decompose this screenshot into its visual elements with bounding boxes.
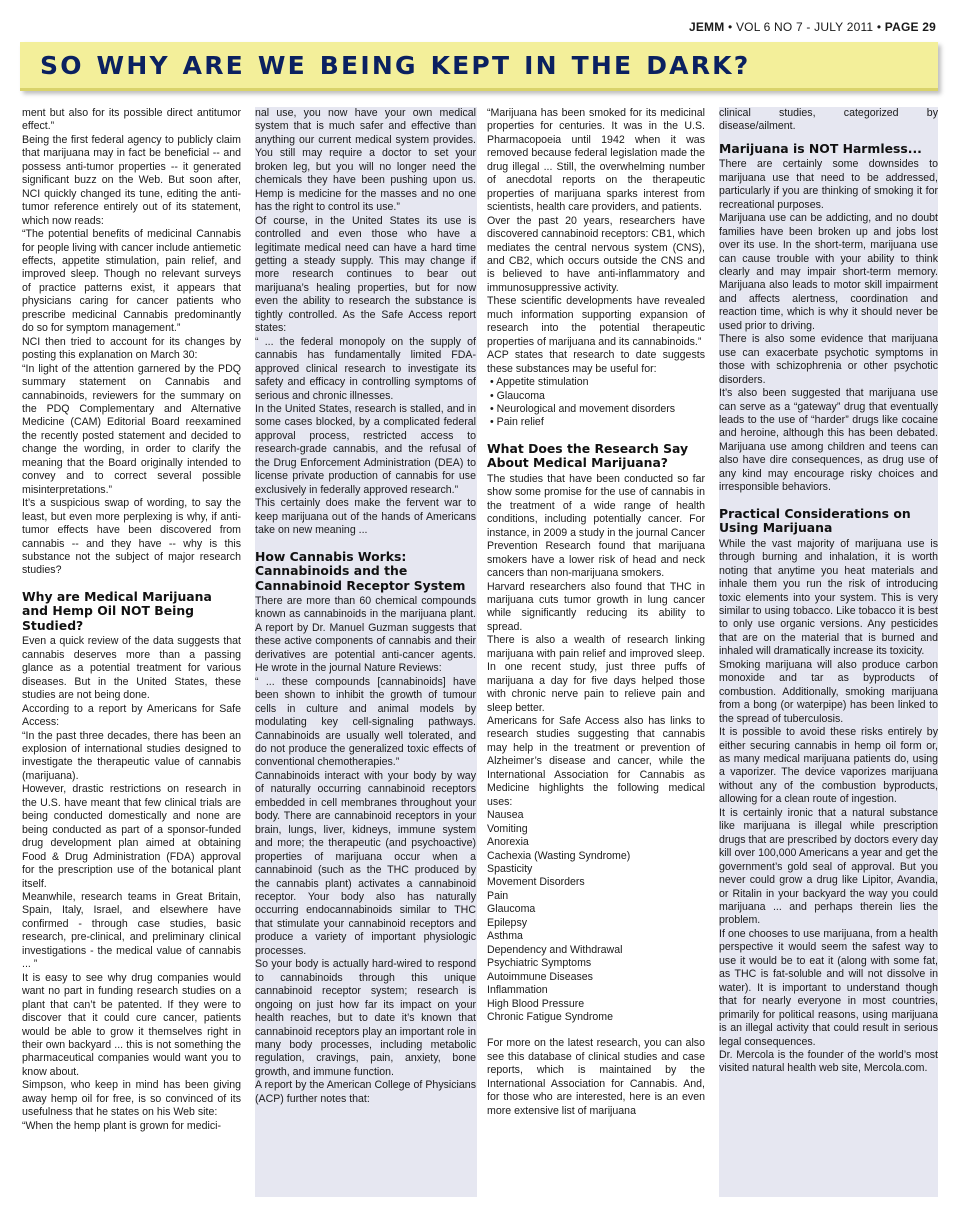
paragraph: There is also some evidence that marijuana use can exacerbate psychotic symptoms in those with schizophrenia or other psychotic disorders.: [719, 333, 938, 386]
list-item: Inflammation: [487, 984, 548, 997]
paragraph: The studies that have been conducted so far show some promise for the use of cannabis in the treatment of a wide range of health conditions, including potentially cancer. For instance, in 2009 a study in the journal Cancer Prevention Research found that marijuana smokers have a lower risk of head and neck cancers than non-marijuana smokers.: [487, 472, 705, 580]
list-item: Vomiting: [487, 822, 528, 835]
section-heading: Why are Medical Marijuana and Hemp Oil NOT Being Studied?: [22, 588, 212, 633]
paragraph: “ ... these compounds [cannabinoids] have been shown to inhibit the growth of tumour cells in culture and animal models by modulating key cell-signaling pathways. Cannabinoids are usually well tolerated, and do not produce the generalized toxic effects of conventional chemotherapies.”: [255, 675, 476, 769]
paragraph: For more on the latest research, you can also see this database of clinical studies and case reports, which is maintained by the International Association for Cannabis. And, for those who are interested, here is an even more extensive list of marijuana: [487, 1037, 705, 1117]
paragraph: Being the first federal agency to publicly claim that marijuana may in fact be beneficial -- and possess anti-tumor properties -- it generated significant buzz on the Web. But soon after, NCI quickly changed its tune, editing the anti-tumor reference entirely out of its statement, which now reads:: [22, 133, 241, 227]
paragraph: Dr. Mercola is the founder of the world’s most visited natural health web site, Mercola.com.: [719, 1048, 938, 1075]
paragraph: Marijuana use can be addicting, and no doubt families have been broken up and jobs lost over its use. In the short-term, marijuana use can cause trouble with your ability to think clearly and may impair short-term memory. Marijuana also leads to motor skill impairment and affects alertness, coordination and reaction time, which is why it should never be used prior to driving.: [719, 212, 938, 332]
list-item: Epilepsy: [487, 916, 528, 929]
list-item: Asthma: [487, 930, 523, 943]
list-item: Pain: [487, 889, 509, 902]
paragraph: nal use, you now have your own medical system that is much safer and effective than anything our current medical system provides. You still may require a doctor to set your broken leg, but you will no longer need the chemicals they have been pushing upon us. Hemp is medicine for the masses and no one has the right to control its use.”: [255, 107, 476, 214]
list-item: High Blood Pressure: [487, 997, 585, 1010]
paragraph: It’s a suspicious swap of wording, to say the least, but even more perplexing is why, if anti-tumor effects have been discovered from cannabis -- and they have -- why is this substance not the subject of major research studies?: [22, 497, 241, 577]
issue-info: VOL 6 NO 7 - JULY 2011: [735, 20, 874, 34]
paragraph: It is possible to avoid these risks entirely by either securing cannabis in hemp oil form or, as many medical marijuana patients do, using a vaporizer. The device vaporizes marijuana without any of the combustion byproducts, allowing for a clean route of ingestion.: [719, 726, 938, 806]
paragraph: Harvard researchers also found that THC in marijuana cuts tumor growth in lung cancer while significantly reducing its ability to spread.: [487, 580, 705, 633]
paragraph: It’s also been suggested that marijuana use can serve as a “gateway” drug that eventually leads to the use of “harder” drugs like cocaine and heroine, although this has been debated. Marijuana use among children and teens can also have dire consequences, as drug use of any kind may encourage risky choices and irresponsible behaviors.: [719, 387, 938, 494]
medical-uses-list: [487, 809, 705, 1024]
paragraph: “In light of the attention garnered by the PDQ summary statement on Cannabis and cannabinoids, reviewers for the summary on the PDQ Complementary and Alternative Medicine (CAM) Editorial Board reexamined the recently posted statement and decided to change the wording, in order to clarify the meaning that the Board originally intended to convey and to correct several possible misinterpretations.”: [22, 362, 241, 496]
paragraph: “When the hemp plant is grown for medici-: [22, 1119, 222, 1132]
paragraph: Of course, in the United States its use is controlled and even those who have a legitimate medical need can have a hard time getting a steady supply. This may change if more research continues to bear out marijuana’s healing properties, but for now even the ability to research the substance is tightly controlled. As the Safe Access report states:: [255, 214, 476, 335]
paragraph: According to a report by Americans for Safe Access:: [22, 702, 241, 729]
list-item: • Pain relief: [490, 416, 705, 429]
paragraph: A report by the American College of Physicians (ACP) further notes that:: [255, 1079, 476, 1105]
paragraph: “Marijuana has been smoked for its medicinal properties for centuries. It was in the U.S. Pharmacopoeia until 1942 when it was removed because federal legislation made the drug illegal ... Still, the overwhelming number of anecdotal reports on the therapeutic properties of marijuana sparks interest from scientists, health care providers, and patients.: [487, 107, 705, 214]
paragraph: While the vast majority of marijuana use is through burning and inhalation, it is worth noting that anytime you heat materials and inhale them you run the risk of introducing toxic elements into your system. This is very similar to using tobacco. Like tobacco it is best to only use organic versions. Any pesticides that are on the material that is burned and inhaled will dramatically increase its toxicity.: [719, 537, 938, 658]
column-1: [22, 107, 241, 1197]
list-item: Autoimmune Diseases: [487, 970, 593, 983]
list-item: • Glaucoma: [490, 390, 705, 403]
column-2: [255, 107, 477, 1197]
paragraph: Even a quick review of the data suggests that cannabis deserves more than a passing glance as a potential treatment for various diseases. But in the United States, these studies are not being done.: [22, 635, 241, 702]
paragraph: NCI then tried to account for its changes by posting this explanation on March 30:: [22, 335, 241, 362]
paragraph: Americans for Safe Access also has links to research studies suggesting that cannabis may help in the treatment or prevention of Alzheimer’s disease and cancer, while the International Association for Cannabis as Medicine highlights the following medical uses:: [487, 715, 705, 808]
paragraph: clinical studies, categorized by disease/ailment.: [719, 107, 938, 133]
title-banner: [20, 42, 938, 91]
paragraph: “ ... the federal monopoly on the supply of cannabis has fundamentally limited FDA-approved clinical research to investigate its safety and efficacy in controlling symptoms of serious and chronic illnesses.: [255, 335, 476, 402]
list-item: Dependency and Withdrawal: [487, 943, 623, 956]
paragraph: In the United States, research is stalled, and in some cases blocked, by a complicated federal approval process, restricted access to research-grade cannabis, and the refusal of the Drug Enforcement Administration (DEA) to license private production of cannabis for use exclusively in federally approved research.”: [255, 402, 476, 496]
paragraph: It is easy to see why drug companies would want no part in funding research studies on a plant that can’t be patented. If they were to discover that it could cure cancer, patients would be able to grow it themselves right in their own backyard ... this is not something the pharmaceutical companies would want you to know about.: [22, 971, 241, 1078]
list-item: • Appetite stimulation: [490, 376, 705, 389]
paragraph: “In the past three decades, there has been an explosion of international studies designed to investigate the therapeutic value of cannabis (marijuana).: [22, 729, 241, 782]
paragraph: “The potential benefits of medicinal Cannabis for people living with cancer include antiemetic effects, appetite stimulation, pain relief, and improved sleep. Though no relevant surveys of practice patterns exist, it appears that physicians caring for cancer patients who prescribe medicinal Cannabis predominantly do so for symptom management.”: [22, 228, 241, 335]
paragraph: Simpson, who keep in mind has been giving away hemp oil for free, is so convinced of its usefulness that he states on his Web site:: [22, 1079, 241, 1119]
paragraph: There are more than 60 chemical compounds known as cannabinoids in the marijuana plant. A report by Dr. Manuel Guzman suggests that these active components of cannabis and their derivatives are potential anti-cancer agents. He wrote in the journal Nature Reviews:: [255, 595, 476, 675]
list-item: Psychiatric Symptoms: [487, 957, 592, 970]
paragraph: Cannabinoids interact with your body by way of naturally occurring cannabinoid receptors embedded in cell membranes throughout your body. There are cannabinoid receptors in your brain, lungs, liver, kidneys, immune system and more; the therapeutic (and psychoactive) properties of marijuana occur when a cannabinoid (such as the THC produced by the cannabis plant) activates a cannabinoid receptor. Your body also has naturally occurring endocannabinoids similar to THC that stimulate your cannabinoid receptors and produce a variety of important physiologic processes.: [255, 769, 476, 957]
section-heading: Practical Considerations on Using Marijuana: [719, 505, 911, 536]
list-item: Glaucoma: [487, 903, 536, 916]
paragraph: So your body is actually hard-wired to respond to cannabinoids through this unique cannabinoid receptor system; research is ongoing on just how far its impact on your health reaches, but to date it’s known that cannabinoid receptors play an important role in many body processes, including metabolic regulation, cravings, pain, anxiety, bone growth, and immune function.: [255, 958, 476, 1078]
list-item: Spasticity: [487, 863, 533, 876]
paragraph: ACP states that research to date suggests these substances may be useful for:: [487, 349, 705, 375]
paragraph: Smoking marijuana will also produce carbon monoxide and tar as byproducts of combustion. Additionally, smoking marijuana from a bong (or waterpipe) has been linked to the spread of tuberculosis.: [719, 658, 938, 725]
list-item: Nausea: [487, 809, 524, 822]
paragraph: There is also a wealth of research linking marijuana with pain relief and improved sleep. In one recent study, just three puffs of marijuana a day for five days helped those with chronic nerve pain to relieve pain and sleep better.: [487, 634, 705, 714]
paragraph: This certainly does make the fervent war to keep marijuana out of the hands of Americans take on new meaning ...: [255, 497, 476, 537]
list-item: Cachexia (Wasting Syndrome): [487, 849, 631, 862]
paragraph: Over the past 20 years, researchers have discovered cannabinoid receptors: CB1, which mediates the central nervous system (CNS), and CB2, which occurs outside the CNS and is believed to have anti-inflammatory and immunosuppressive activity.: [487, 214, 705, 294]
paragraph: Meanwhile, research teams in Great Britain, Spain, Italy, Israel, and elsewhere have confirmed - through case studies, basic research, pre-clinical, and preliminary clinical investigations - the medical value of cannabis ... ”: [22, 890, 241, 971]
paragraph: There are certainly some downsides to marijuana use that need to be addressed, particularly if you are thinking of smoking it for recreational purposes.: [719, 158, 938, 211]
spacer: [487, 1024, 705, 1037]
paragraph: ment but also for its possible direct antitumor effect.”: [22, 107, 241, 133]
paragraph: If one chooses to use marijuana, from a health perspective it would seem the safest way to use it would be to eat it (along with some fat, as THC is fat-soluble and will not dissolve in water). It is important to understand though that for nearly everyone in most countries, primarily for political reasons, using marijuana is an illegal activity that could result in serious legal consequences.: [719, 927, 938, 1048]
section-heading: What Does the Research Say About Medical Marijuana?: [487, 440, 689, 471]
paragraph: These scientific developments have revealed much information supporting expansion of research into the potential therapeutic properties of marijuana and its cannabinoids.”: [487, 295, 705, 348]
section-heading: Marijuana is NOT Harmless...: [719, 140, 922, 156]
list-item: Movement Disorders: [487, 876, 585, 889]
list-item: Chronic Fatigue Syndrome: [487, 1011, 614, 1023]
list-item: Anorexia: [487, 836, 529, 849]
column-3: [487, 107, 705, 1197]
page-header: JEMM • VOL 6 NO 7 - JULY 2011 • PAGE 29: [688, 20, 936, 34]
column-4: [719, 107, 938, 1197]
publication-name: JEMM: [688, 20, 725, 34]
page-number: PAGE 29: [884, 20, 936, 34]
article-title: SO WHY ARE WE BEING KEPT IN THE DARK?: [40, 51, 751, 80]
list-item: • Neurological and movement disorders: [490, 403, 705, 416]
paragraph: However, drastic restrictions on research in the U.S. have meant that few clinical trials are being conducted domestically and none are being conducted as part of a sponsor-funded drug development plan aimed at obtaining Food & Drug Administration (FDA) approval for the prescription use of the botanical plant itself.: [22, 783, 241, 890]
benefits-list: [487, 376, 705, 430]
paragraph: It is certainly ironic that a natural substance like marijuana is illegal while prescription drugs that are prescribed by doctors every day kill over 100,000 Americans a year and get the government’s gold seal of approval. But you never could grow a drug like Lipitor, Avandia, or Ritalin in your backyard the way you could marijuana ... and perhaps therein lies the problem.: [719, 806, 938, 927]
section-heading: How Cannabis Works: Cannabinoids and the Cannabinoid Receptor System: [255, 548, 466, 593]
